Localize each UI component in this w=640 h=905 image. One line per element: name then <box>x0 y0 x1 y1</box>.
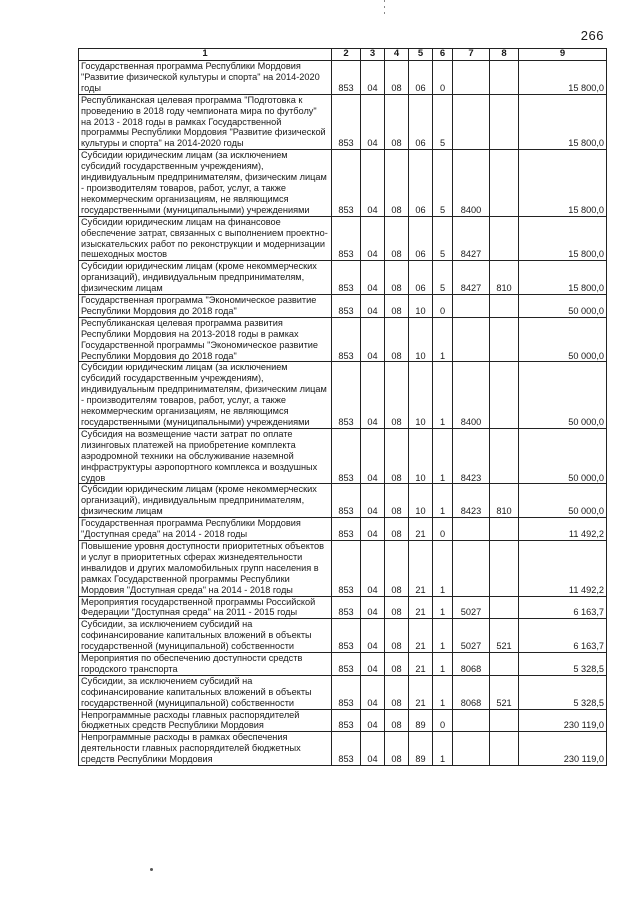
column-2-code: 853 <box>332 732 361 766</box>
column-6-code: 0 <box>433 61 453 95</box>
column-3-code: 04 <box>361 61 385 95</box>
column-7-code: 8068 <box>453 675 490 709</box>
row-description: Субсидия на возмещение части затрат по оплате лизинговых платежей на приобретение комплекта аэродромной техники на обслуживание наземной инфраструктуры аэропортного комплекса и воздушных судов <box>79 428 332 484</box>
column-4-code: 08 <box>385 596 409 619</box>
column-3-code: 04 <box>361 596 385 619</box>
row-description: Мероприятия по обеспечению доступности средств городского транспорта <box>79 653 332 676</box>
row-description: Мероприятия государственной программы Российской Федерации "Доступная среда" на 2011 - 2015 годы <box>79 596 332 619</box>
column-2-code: 853 <box>332 362 361 428</box>
column-8-code <box>490 94 519 150</box>
amount-cell: 15 800,0 <box>519 216 607 261</box>
column-header: 4 <box>385 49 409 61</box>
column-3-code: 04 <box>361 540 385 596</box>
column-header: 5 <box>409 49 433 61</box>
row-description: Государственная программа "Экономическое развитие Республики Мордовия до 2018 года" <box>79 295 332 318</box>
column-5-code: 06 <box>409 61 433 95</box>
column-4-code: 08 <box>385 518 409 541</box>
table-row <box>79 61 607 95</box>
row-description: Республиканская целевая программа развития Республики Мордовия на 2013-2018 годы в рамках Государственной программы "Экономическое развитие Республики Мордовия до 2018 года" <box>79 317 332 362</box>
row-description: Субсидии юридическим лицам (за исключением субсидий государственным учреждениям), индивидуальным предпринимателям, физическим лицам - производителям товаров, работ, услуг, а также некоммерческим организациям, не являющимся государственными (муниципальными) учреждениями <box>79 150 332 216</box>
column-3-code: 04 <box>361 94 385 150</box>
column-3-code: 04 <box>361 261 385 295</box>
table-row <box>79 94 607 150</box>
column-8-code <box>490 61 519 95</box>
column-8-code: 521 <box>490 675 519 709</box>
amount-cell: 11 492,2 <box>519 518 607 541</box>
column-6-code: 1 <box>433 619 453 653</box>
table-row <box>79 596 607 619</box>
column-6-code: 1 <box>433 317 453 362</box>
column-4-code: 08 <box>385 61 409 95</box>
column-2-code: 853 <box>332 94 361 150</box>
amount-cell: 50 000,0 <box>519 428 607 484</box>
column-6-code: 1 <box>433 428 453 484</box>
column-4-code: 08 <box>385 619 409 653</box>
table-row <box>79 619 607 653</box>
column-7-code <box>453 540 490 596</box>
column-7-code: 8427 <box>453 261 490 295</box>
column-6-code: 0 <box>433 518 453 541</box>
table-row <box>79 295 607 318</box>
column-7-code: 8400 <box>453 362 490 428</box>
amount-cell: 50 000,0 <box>519 295 607 318</box>
amount-cell: 6 163,7 <box>519 619 607 653</box>
table-row <box>79 540 607 596</box>
column-5-code: 21 <box>409 619 433 653</box>
column-7-code <box>453 94 490 150</box>
table-row <box>79 317 607 362</box>
column-2-code: 853 <box>332 518 361 541</box>
column-7-code: 8400 <box>453 150 490 216</box>
column-2-code: 853 <box>332 295 361 318</box>
column-header: 9 <box>519 49 607 61</box>
column-3-code: 04 <box>361 428 385 484</box>
table-row <box>79 362 607 428</box>
column-7-code: 5027 <box>453 619 490 653</box>
table-row <box>79 216 607 261</box>
column-5-code: 21 <box>409 540 433 596</box>
column-5-code: 21 <box>409 653 433 676</box>
column-6-code: 5 <box>433 150 453 216</box>
amount-cell: 5 328,5 <box>519 653 607 676</box>
column-4-code: 08 <box>385 484 409 518</box>
column-6-code: 1 <box>433 596 453 619</box>
amount-cell: 50 000,0 <box>519 362 607 428</box>
table-header-row <box>79 49 607 61</box>
column-6-code: 5 <box>433 94 453 150</box>
column-header: 8 <box>490 49 519 61</box>
table-row <box>79 653 607 676</box>
column-2-code: 853 <box>332 61 361 95</box>
scan-speck <box>150 868 153 871</box>
column-8-code <box>490 596 519 619</box>
column-2-code: 853 <box>332 150 361 216</box>
column-2-code: 853 <box>332 484 361 518</box>
column-3-code: 04 <box>361 317 385 362</box>
column-2-code: 853 <box>332 709 361 732</box>
column-5-code: 10 <box>409 484 433 518</box>
amount-cell: 230 119,0 <box>519 709 607 732</box>
row-description: Непрограммные расходы главных распорядителей бюджетных средств Республики Мордовия <box>79 709 332 732</box>
table-row <box>79 150 607 216</box>
row-description: Непрограммные расходы в рамках обеспечения деятельности главных распорядителей бюджетных средств Республики Мордовия <box>79 732 332 766</box>
column-3-code: 04 <box>361 362 385 428</box>
table-row <box>79 732 607 766</box>
column-2-code: 853 <box>332 596 361 619</box>
column-8-code: 810 <box>490 484 519 518</box>
column-4-code: 08 <box>385 317 409 362</box>
row-description: Государственная программа Республики Мордовия "Доступная среда" на 2014 - 2018 годы <box>79 518 332 541</box>
column-3-code: 04 <box>361 709 385 732</box>
column-header: 2 <box>332 49 361 61</box>
column-header: 6 <box>433 49 453 61</box>
column-5-code: 21 <box>409 675 433 709</box>
column-2-code: 853 <box>332 261 361 295</box>
column-6-code: 1 <box>433 362 453 428</box>
column-4-code: 08 <box>385 261 409 295</box>
column-6-code: 0 <box>433 709 453 732</box>
column-4-code: 08 <box>385 216 409 261</box>
column-3-code: 04 <box>361 653 385 676</box>
table-row <box>79 428 607 484</box>
column-4-code: 08 <box>385 540 409 596</box>
table-row <box>79 709 607 732</box>
row-description: Субсидии юридическим лицам (кроме некоммерческих организаций), индивидуальным предпринимателям, физическим лицам <box>79 484 332 518</box>
column-5-code: 10 <box>409 362 433 428</box>
row-description: Субсидии юридическим лицам (за исключением субсидий государственным учреждениям), индивидуальным предпринимателям, физическим лицам - производителям товаров, работ, услуг, а также некоммерческим организациям, не являющимся государственными (муниципальными) учреждениями <box>79 362 332 428</box>
table-row <box>79 518 607 541</box>
column-7-code <box>453 732 490 766</box>
amount-cell: 6 163,7 <box>519 596 607 619</box>
column-7-code: 8068 <box>453 653 490 676</box>
column-8-code <box>490 653 519 676</box>
column-6-code: 1 <box>433 732 453 766</box>
column-3-code: 04 <box>361 484 385 518</box>
column-5-code: 89 <box>409 732 433 766</box>
amount-cell: 15 800,0 <box>519 61 607 95</box>
column-6-code: 1 <box>433 653 453 676</box>
amount-cell: 15 800,0 <box>519 94 607 150</box>
column-6-code: 5 <box>433 216 453 261</box>
column-5-code: 06 <box>409 261 433 295</box>
column-2-code: 853 <box>332 540 361 596</box>
column-3-code: 04 <box>361 150 385 216</box>
column-7-code: 8423 <box>453 484 490 518</box>
column-4-code: 08 <box>385 732 409 766</box>
column-3-code: 04 <box>361 518 385 541</box>
column-2-code: 853 <box>332 317 361 362</box>
column-8-code <box>490 732 519 766</box>
column-8-code: 521 <box>490 619 519 653</box>
column-6-code: 1 <box>433 484 453 518</box>
column-header: 3 <box>361 49 385 61</box>
column-2-code: 853 <box>332 653 361 676</box>
column-4-code: 08 <box>385 653 409 676</box>
amount-cell: 15 800,0 <box>519 261 607 295</box>
column-8-code <box>490 518 519 541</box>
column-8-code <box>490 362 519 428</box>
column-2-code: 853 <box>332 428 361 484</box>
amount-cell: 50 000,0 <box>519 317 607 362</box>
column-7-code: 5027 <box>453 596 490 619</box>
column-8-code <box>490 295 519 318</box>
column-7-code: 8427 <box>453 216 490 261</box>
column-8-code <box>490 317 519 362</box>
row-description: Субсидии юридическим лицам на финансовое обеспечение затрат, связанных с выполнением проектно-изыскательских работ по реконструкции и модернизации пешеходных мостов <box>79 216 332 261</box>
column-8-code <box>490 540 519 596</box>
column-3-code: 04 <box>361 295 385 318</box>
column-4-code: 08 <box>385 675 409 709</box>
amount-cell: 230 119,0 <box>519 732 607 766</box>
column-8-code <box>490 428 519 484</box>
column-2-code: 853 <box>332 619 361 653</box>
column-header: 1 <box>79 49 332 61</box>
column-7-code <box>453 295 490 318</box>
column-5-code: 21 <box>409 518 433 541</box>
column-7-code <box>453 61 490 95</box>
row-description: Субсидии, за исключением субсидий на софинансирование капитальных вложений в объекты государственной (муниципальной) собственности <box>79 619 332 653</box>
column-7-code <box>453 317 490 362</box>
column-5-code: 10 <box>409 428 433 484</box>
column-8-code <box>490 709 519 732</box>
column-4-code: 08 <box>385 428 409 484</box>
column-8-code <box>490 150 519 216</box>
column-6-code: 0 <box>433 295 453 318</box>
column-2-code: 853 <box>332 675 361 709</box>
column-7-code <box>453 709 490 732</box>
column-4-code: 08 <box>385 362 409 428</box>
column-7-code: 8423 <box>453 428 490 484</box>
column-3-code: 04 <box>361 619 385 653</box>
column-5-code: 10 <box>409 295 433 318</box>
amount-cell: 11 492,2 <box>519 540 607 596</box>
column-6-code: 5 <box>433 261 453 295</box>
column-5-code: 89 <box>409 709 433 732</box>
column-header: 7 <box>453 49 490 61</box>
column-4-code: 08 <box>385 94 409 150</box>
column-6-code: 1 <box>433 675 453 709</box>
row-description: Субсидии юридическим лицам (кроме некоммерческих организаций), индивидуальным предпринимателям, физическим лицам <box>79 261 332 295</box>
page-number: 266 <box>580 28 604 43</box>
column-4-code: 08 <box>385 709 409 732</box>
column-3-code: 04 <box>361 216 385 261</box>
amount-cell: 50 000,0 <box>519 484 607 518</box>
column-5-code: 06 <box>409 94 433 150</box>
column-8-code: 810 <box>490 261 519 295</box>
row-description: Республиканская целевая программа "Подготовка к проведению в 2018 году чемпионата мира по футболу" на 2013 - 2018 годы в рамках Государственной программы Республики Мордовия "Развитие физической культуры и спорта" на 2014-2020 годы <box>79 94 332 150</box>
column-8-code <box>490 216 519 261</box>
table-row <box>79 261 607 295</box>
amount-cell: 5 328,5 <box>519 675 607 709</box>
column-5-code: 10 <box>409 317 433 362</box>
budget-table <box>78 48 607 766</box>
column-4-code: 08 <box>385 150 409 216</box>
column-3-code: 04 <box>361 732 385 766</box>
table-row <box>79 484 607 518</box>
table-row <box>79 675 607 709</box>
column-5-code: 21 <box>409 596 433 619</box>
column-5-code: 06 <box>409 216 433 261</box>
column-4-code: 08 <box>385 295 409 318</box>
binding-marks <box>384 0 386 20</box>
amount-cell: 15 800,0 <box>519 150 607 216</box>
column-2-code: 853 <box>332 216 361 261</box>
column-3-code: 04 <box>361 675 385 709</box>
column-5-code: 06 <box>409 150 433 216</box>
row-description: Повышение уровня доступности приоритетных объектов и услуг в приоритетных сферах жизнедеятельности инвалидов и других маломобильных групп населения в рамках Государственной программы Республики Мордовия "Доступная среда" на 2014 - 2018 годы <box>79 540 332 596</box>
row-description: Государственная программа Республики Мордовия "Развитие физической культуры и спорта" на 2014-2020 годы <box>79 61 332 95</box>
row-description: Субсидии, за исключением субсидий на софинансирование капитальных вложений в объекты государственной (муниципальной) собственности <box>79 675 332 709</box>
column-7-code <box>453 518 490 541</box>
column-6-code: 1 <box>433 540 453 596</box>
